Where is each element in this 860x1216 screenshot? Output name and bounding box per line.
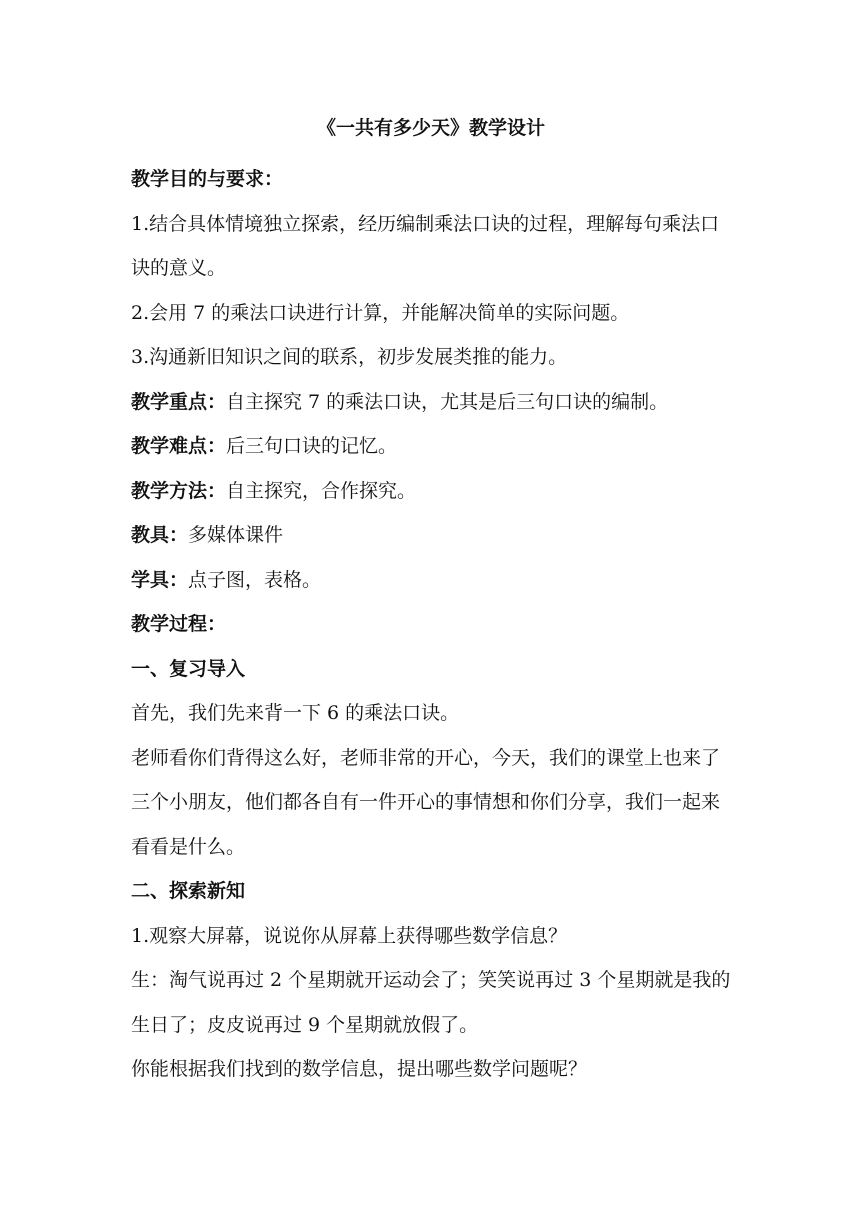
key-points-line	[131, 380, 731, 425]
learning-aids-label: 学具：	[131, 568, 189, 591]
difficulty-label: 教学难点：	[131, 435, 227, 457]
method-line	[131, 469, 731, 514]
section1-heading: 一、复习导入	[131, 657, 246, 680]
document-title: 《一共有多少天》教学设计	[316, 117, 545, 139]
section2-heading: 二、探索新知	[131, 880, 246, 902]
method-text: 自主探究，合作探究。	[226, 479, 417, 502]
goals-heading: 教学目的与要求：	[131, 168, 284, 190]
learning-aids-text: 点子图，表格。	[188, 568, 322, 591]
difficulty-line	[131, 424, 731, 469]
section2-paragraph-2: 生：淘气说再过 2 个星期就开运动会了；笑笑说再过 3 个星期就是我的生日了；皮皮说再过 9 个星期就放假了。	[131, 969, 731, 1036]
key-points-text: 自主探究 7 的乘法口诀，尤其是后三句口诀的编制。	[226, 390, 669, 413]
key-points-label: 教学重点：	[131, 390, 227, 413]
section1-paragraph-2: 老师看你们背得这么好，老师非常的开心，今天，我们的课堂上也来了三个小朋友，他们都各自有一件开心的事情想和你们分享，我们一起来看看是什么。	[131, 746, 721, 858]
method-label: 教学方法：	[131, 479, 227, 502]
teaching-aids-text: 多媒体课件	[188, 524, 284, 546]
difficulty-text: 后三句口诀的记忆。	[226, 435, 398, 457]
teaching-aids-label: 教具：	[131, 524, 189, 546]
section2-paragraph-1: 1.观察大屏幕，说说你从屏幕上获得哪些数学信息？	[131, 924, 568, 947]
section2-paragraph-3: 你能根据我们找到的数学信息，提出哪些数学问题呢？	[131, 1058, 588, 1080]
process-heading: 教学过程：	[131, 613, 227, 635]
document-page	[131, 113, 731, 1092]
section1-paragraph-1: 首先，我们先来背一下 6 的乘法口诀。	[131, 702, 460, 724]
learning-aids-line	[131, 558, 731, 603]
teaching-aids-line	[131, 513, 731, 558]
goal-item-1: 1.结合具体情境独立探索，经历编制乘法口诀的过程，理解每句乘法口诀的意义。	[131, 212, 720, 279]
goal-item-3: 3.沟通新旧知识之间的联系，初步发展类推的能力。	[131, 346, 568, 368]
goal-item-2: 2.会用 7 的乘法口诀进行计算，并能解决简单的实际问题。	[131, 301, 630, 324]
